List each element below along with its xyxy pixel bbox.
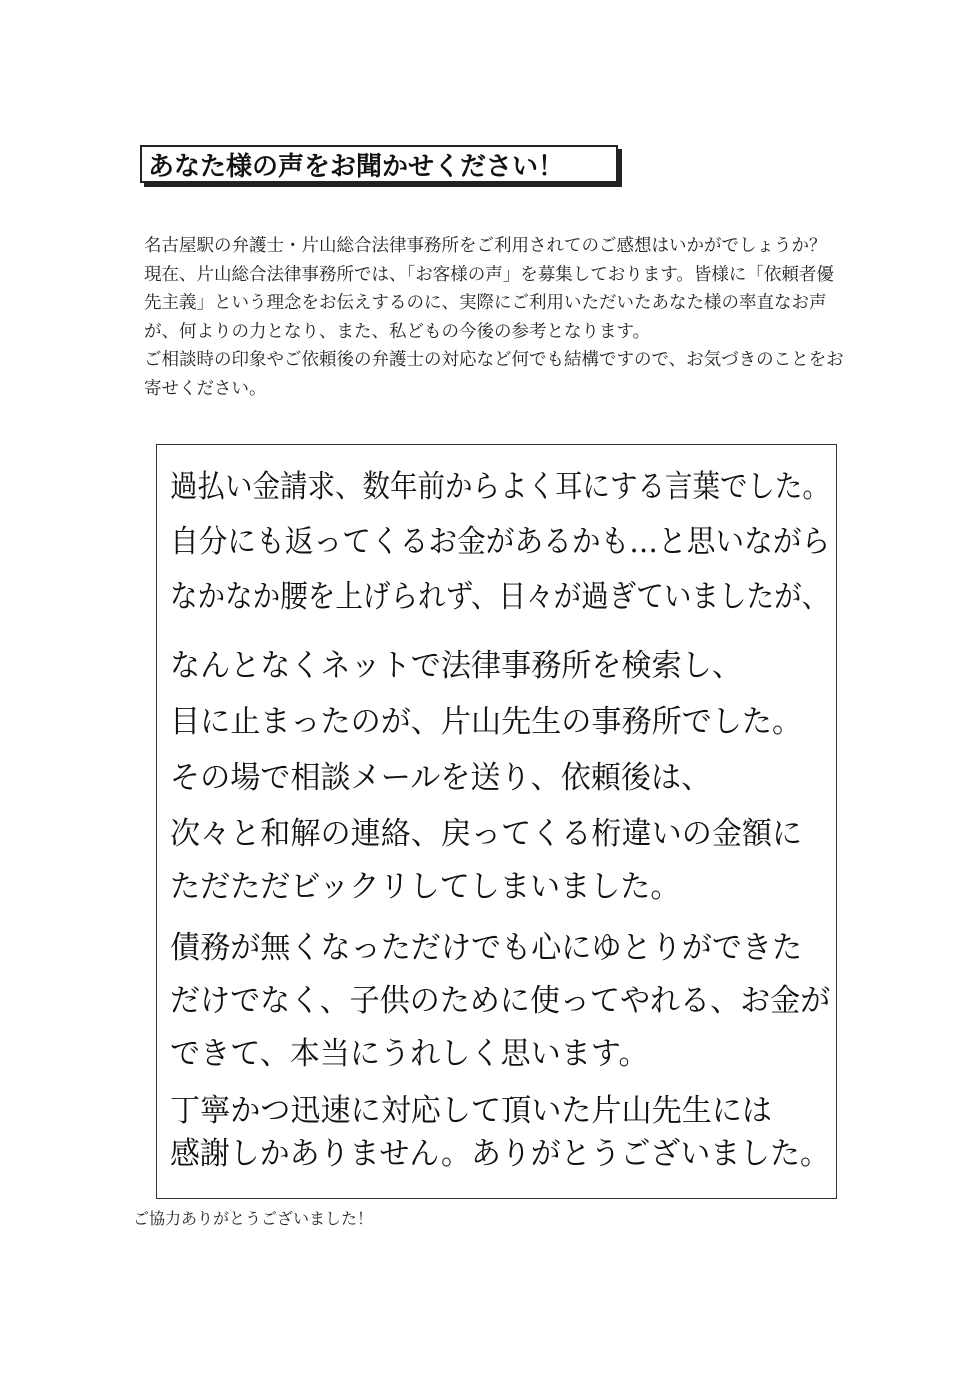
intro-paragraph-3: ご相談時の印象やご依頼後の弁護士の対応など何でも結構ですので、お気づきのことをお寄せください。 <box>144 350 844 399</box>
response-line: 目に止まったのが、片山先生の事務所でした。 <box>170 704 803 740</box>
response-line: ただただビックリしてしまいました。 <box>170 869 681 905</box>
response-line: その場で相談メールを送り、依頼後は、 <box>170 760 712 796</box>
title-box <box>140 145 618 183</box>
response-line: 次々と和解の連絡、戻ってくる桁違いの金額に <box>170 816 803 852</box>
response-line: 債務が無くなっただけでも心にゆとりができた <box>170 930 803 966</box>
page-title: あなた様の声をお聞かせください！ <box>148 151 565 182</box>
response-line: できて、本当にうれしく思います。 <box>170 1036 649 1072</box>
response-line: 丁寧かつ迅速に対応して頂いた片山先生には <box>170 1093 773 1129</box>
response-line: 過払い金請求、数年前からよく耳にする言葉でした。 <box>170 469 830 505</box>
response-line: 感謝しかありません。ありがとうございました。 <box>170 1136 830 1172</box>
response-line: だけでなく、子供のために使ってやれる、お金が <box>170 983 831 1019</box>
intro-paragraph-2: 現在、片山総合法律事務所では、「お客様の声」を募集しております。皆様に「依頼者優先主義」という理念をお伝えするのに、実際にご利用いただいたあなた様の率直なお声が、何よりの力となり、また、私どもの今後の参考となります。 <box>144 264 834 342</box>
intro-paragraph-1: 名古屋駅の弁護士・片山総合法律事務所をご利用されてのご感想はいかがでしょうか？ <box>144 236 827 256</box>
handwritten-response <box>170 462 850 1180</box>
response-line: なんとなくネットで法律事務所を検索し、 <box>170 648 742 684</box>
response-line: 自分にも返ってくるお金があるかも…と思いながら <box>170 524 831 560</box>
thanks-text: ご協力ありがとうございました！ <box>133 1209 374 1228</box>
response-line: なかなか腰を上げられず、日々が過ぎていましたが、 <box>170 579 830 615</box>
intro-text <box>144 232 844 403</box>
